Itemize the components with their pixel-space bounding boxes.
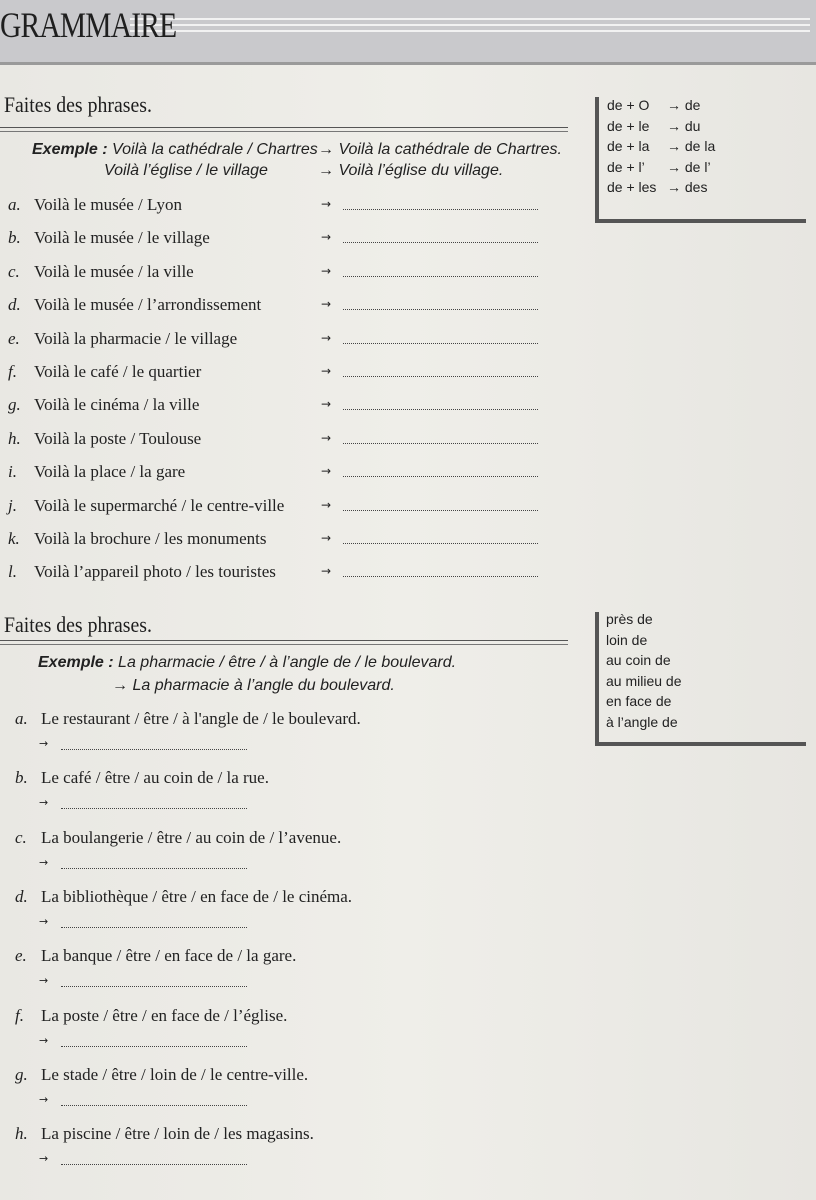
example-label: Exemple : [32,141,108,158]
answer-blank[interactable] [61,1046,247,1047]
exercise-item [8,562,568,586]
exercise-item [8,262,568,286]
answer-blank[interactable] [61,1164,247,1165]
answer-blank[interactable] [343,510,538,511]
contraction-left: de + l’ [607,158,645,175]
exercise-item [8,228,568,252]
example-answer: → Voilà l’église du village. [318,162,504,179]
example-answer: → La pharmacie à l’angle du boulevard. [112,677,395,694]
item-prompt: Voilà le musée / Lyon [34,195,182,214]
arrow-icon: → [321,263,332,278]
item-prompt: Le stade / être / loin de / le centre-ville. [41,1064,309,1084]
arrow-icon: → [39,737,49,750]
answer-blank[interactable] [343,376,538,377]
header-stripes [130,18,810,38]
preposition: loin de [606,631,648,648]
item-prompt: La piscine / être / loin de / les magasins. [41,1124,314,1144]
answer-blank[interactable] [61,749,247,750]
item-letter: b. [8,228,21,248]
preposition-box [595,612,806,748]
section2-example-line1 [38,654,456,672]
item-letter: f. [15,1005,24,1025]
item-letter: e. [8,328,20,348]
section1-example-line1 [32,141,318,159]
arrow-icon: → [321,230,332,245]
answer-blank[interactable] [343,576,538,577]
exercise-item [8,362,568,386]
arrow-icon: → [39,1092,49,1106]
item-letter: g. [8,395,21,415]
item-letter: h. [8,428,21,448]
exercise-item [8,496,568,520]
item-prompt: La boulangerie / être / au coin de / l’avenue. [41,827,342,847]
item-letter: f. [8,362,17,381]
preposition: à l’angle de [606,713,678,730]
answer-blank[interactable] [343,543,538,544]
exercise-item [8,195,568,219]
answer-blank[interactable] [61,808,247,809]
item-letter: h. [15,1124,28,1144]
item-prompt: Voilà l’appareil photo / les touristes [34,562,276,582]
contraction-right: → de [667,97,701,113]
answer-blank[interactable] [343,242,538,243]
preposition: au coin de [606,652,671,668]
arrow-icon: → [321,197,332,211]
answer-blank[interactable] [61,986,247,987]
contraction-left: de + les [607,179,657,195]
answer-blank[interactable] [343,309,538,310]
item-prompt: Voilà le musée / le village [34,228,210,248]
item-prompt: La bibliothèque / être / en face de / le cinéma. [41,886,353,906]
example-question: Voilà la cathédrale / Chartres [112,141,318,158]
section1-rule [0,127,568,128]
header-band [0,0,816,62]
arrow-icon: → [321,330,332,345]
contraction-left: de + le [607,117,650,134]
example-label: Exemple : [38,654,114,671]
exercise-item [8,295,568,319]
item-letter: d. [15,886,28,906]
item-letter: b. [15,768,28,788]
contraction-right: → de la [667,138,716,154]
arrow-icon: → [321,364,332,378]
contraction-box [595,97,806,225]
answer-blank[interactable] [343,443,538,444]
item-prompt: Voilà la place / la gare [34,462,186,482]
arrow-icon: → [39,1152,49,1166]
exercise-item [8,529,568,553]
page-title: GRAMMAIRE [0,5,177,45]
item-letter: d. [8,295,21,315]
item-prompt: Voilà le café / le quartier [34,362,202,381]
section1-rule2 [0,131,568,132]
arrow-icon: → [39,1033,49,1047]
exercise-item [8,329,568,353]
item-prompt: Voilà le cinéma / la ville [34,395,200,415]
arrow-icon: → [321,297,332,312]
exercise-item [8,462,568,486]
item-prompt: Voilà le supermarché / le centre-ville [34,495,285,515]
contraction-left: de + O [607,97,650,113]
answer-blank[interactable] [61,1105,247,1106]
preposition: en face de [606,693,672,709]
section2-rule2 [0,644,568,645]
answer-blank[interactable] [343,343,538,344]
arrow-icon: → [321,464,332,479]
item-prompt: La banque / être / en face de / la gare. [41,946,297,966]
item-prompt: La poste / être / en face de / l’église. [41,1005,288,1025]
item-letter: l. [8,562,17,582]
item-prompt: Le café / être / au coin de / la rue. [41,768,269,788]
item-prompt: Voilà la pharmacie / le village [34,328,238,348]
box-border-bottom [595,742,806,746]
arrow-icon: → [39,855,49,869]
header-edge [0,62,816,65]
item-letter: k. [8,529,20,548]
box-border-left [595,97,599,223]
arrow-icon: → [321,564,332,579]
answer-blank[interactable] [61,868,247,869]
answer-blank[interactable] [61,927,247,928]
section2-title: Faites des phrases. [4,612,152,637]
contraction-right: → de l’ [667,158,711,175]
item-prompt: Voilà la poste / Toulouse [34,428,202,448]
item-prompt: Voilà la brochure / les monuments [34,529,267,548]
contraction-right: → des [667,179,708,195]
item-letter: a. [15,709,28,728]
item-prompt: Le restaurant / être / à l'angle de / le boulevard. [41,709,361,728]
preposition: au milieu de [606,672,682,689]
item-letter: a. [8,195,21,214]
arrow-icon: → [321,531,332,545]
item-letter: i. [8,462,17,482]
example-answer: → Voilà la cathédrale de Chartres. [318,141,562,158]
item-letter: g. [15,1064,28,1084]
exercise-item [8,429,568,453]
contraction-left: de + la [607,138,650,154]
example-question: La pharmacie / être / à l’angle de / le boulevard. [118,654,457,671]
arrow-icon: → [39,914,49,928]
exercise-item [8,395,568,419]
answer-blank[interactable] [343,209,538,210]
arrow-icon: → [321,430,332,445]
item-letter: c. [15,827,27,847]
arrow-icon: → [39,796,49,810]
item-letter: c. [8,261,20,281]
arrow-icon: → [39,974,49,988]
contraction-right: → du [667,117,701,134]
item-prompt: Voilà le musée / l’arrondissement [34,295,262,315]
section2-rule [0,640,568,641]
answer-blank[interactable] [343,276,538,277]
box-border-bottom [595,219,806,223]
item-prompt: Voilà le musée / la ville [34,261,194,281]
answer-blank[interactable] [343,476,538,477]
box-border-left [595,612,599,746]
item-letter: e. [15,946,27,966]
arrow-icon: → [321,397,332,412]
answer-blank[interactable] [343,409,538,410]
arrow-icon: → [321,497,332,512]
preposition: près de [606,611,653,627]
item-letter: j. [8,495,17,515]
section1-title: Faites des phrases. [4,92,152,117]
example-question: Voilà l’église / le village [104,162,268,179]
